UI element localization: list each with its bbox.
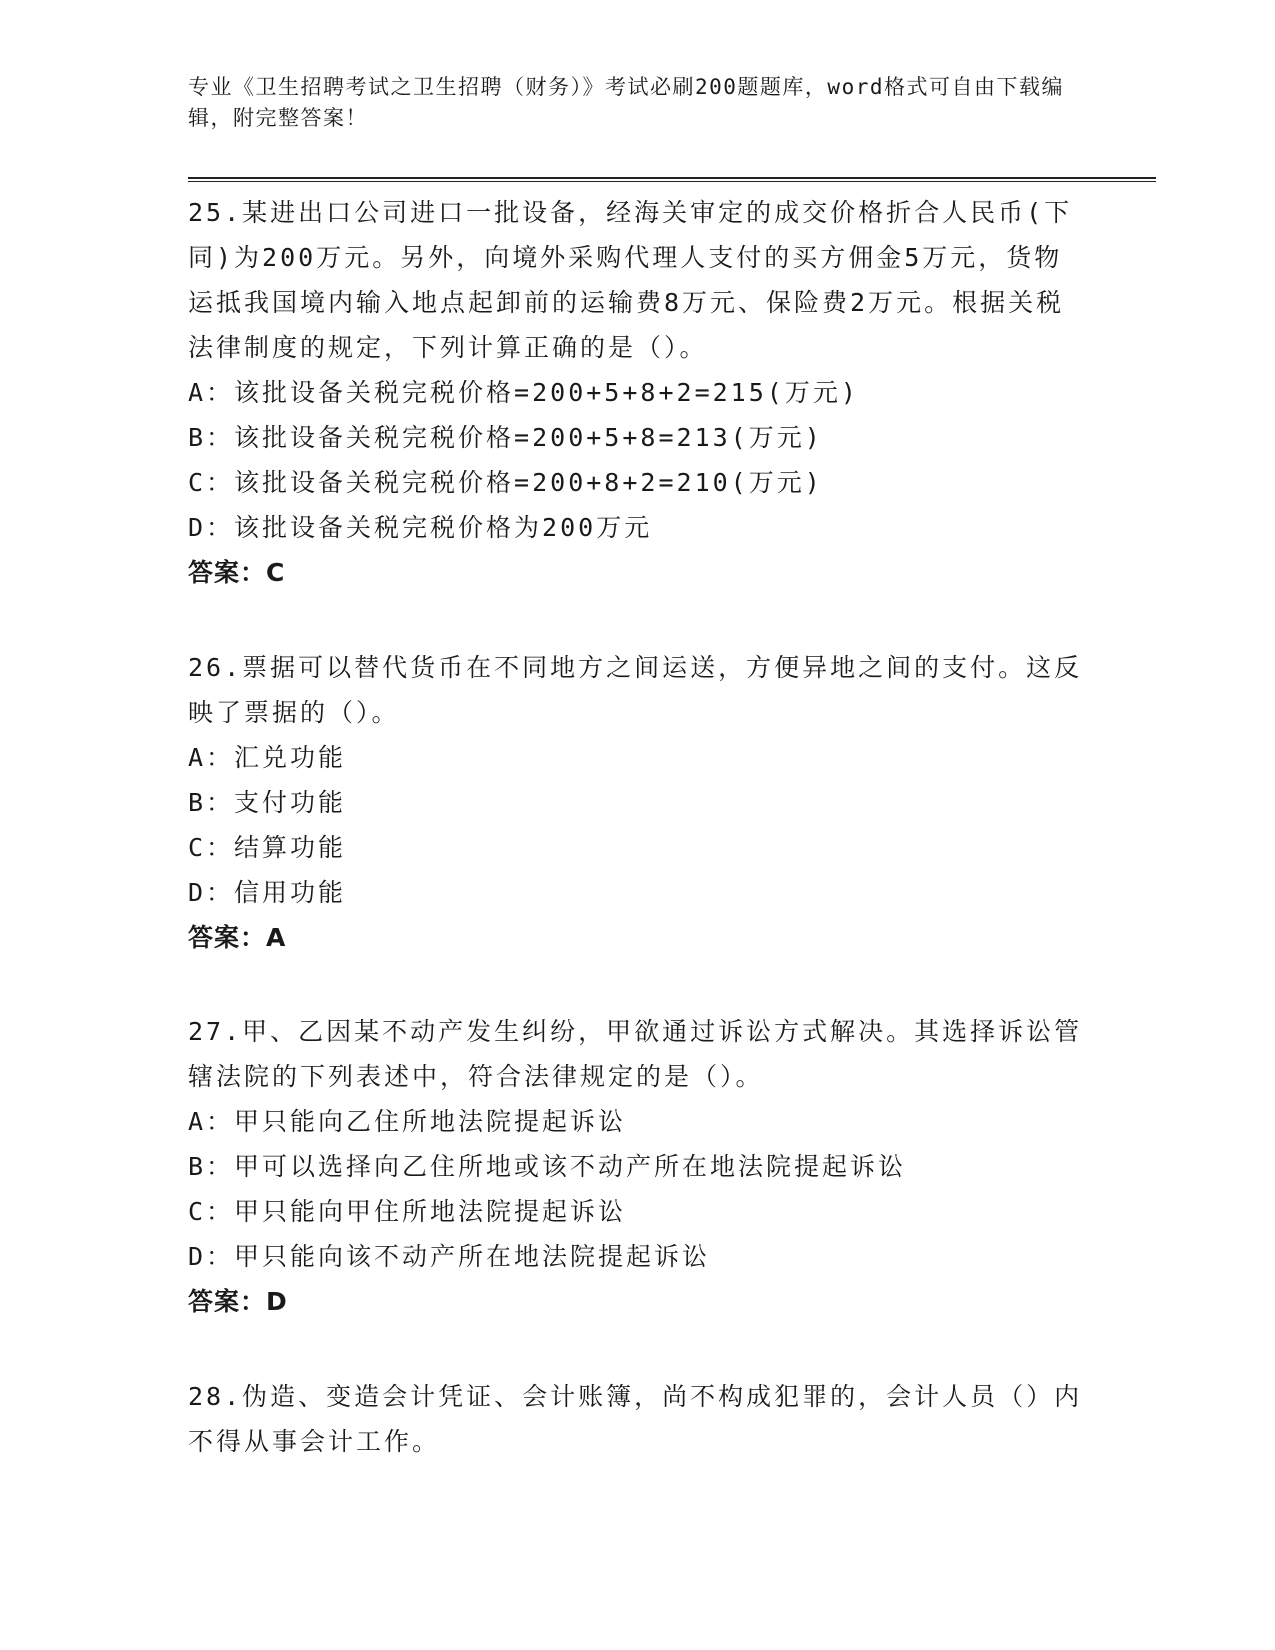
question-27 — [188, 1009, 1088, 1324]
question-stem: 28.伪造、变造会计凭证、会计账簿，尚不构成犯罪的，会计人员（）内不得从事会计工作。 — [188, 1382, 1083, 1456]
option-a: A：汇兑功能 — [188, 743, 347, 772]
option-c: C：甲只能向甲住所地法院提起诉讼 — [188, 1197, 627, 1226]
option-d: D：信用功能 — [188, 878, 347, 907]
option-c: C：结算功能 — [188, 833, 347, 862]
document-header: 专业《卫生招聘考试之卫生招聘（财务）》考试必刷200题题库，word格式可自由下载编辑，附完整答案！ — [188, 75, 1064, 130]
question-26 — [188, 645, 1088, 960]
option-b: B：该批设备关税完税价格=200+5+8=213(万元) — [188, 423, 823, 452]
option-d: D：甲只能向该不动产所在地法院提起诉讼 — [188, 1242, 711, 1271]
option-c: C：该批设备关税完税价格=200+8+2=210(万元) — [188, 468, 823, 497]
answer-line: 答案：D — [188, 1287, 288, 1316]
question-25 — [188, 190, 1088, 595]
question-stem: 25.某进出口公司进口一批设备，经海关审定的成交价格折合人民币(下同)为200万元。另外，向境外采购代理人支付的买方佣金5万元，货物运抵我国境内输入地点起卸前的运输费8万元、保险费2万元。根据关税法律制度的规定，下列计算正确的是（）。 — [188, 198, 1073, 362]
question-stem: 26.票据可以替代货币在不同地方之间运送，方便异地之间的支付。这反映了票据的（）。 — [188, 653, 1083, 727]
question-28 — [188, 1374, 1088, 1464]
option-b: B：甲可以选择向乙住所地或该不动产所在地法院提起诉讼 — [188, 1152, 907, 1181]
answer-line: 答案：C — [188, 558, 286, 587]
option-d: D：该批设备关税完税价格为200万元 — [188, 513, 653, 542]
option-b: B：支付功能 — [188, 788, 347, 817]
option-a: A：甲只能向乙住所地法院提起诉讼 — [188, 1107, 627, 1136]
option-a: A：该批设备关税完税价格=200+5+8+2=215(万元) — [188, 378, 859, 407]
answer-line: 答案：A — [188, 923, 287, 952]
header-divider — [188, 177, 1156, 182]
question-stem: 27.甲、乙因某不动产发生纠纷，甲欲通过诉讼方式解决。其选择诉讼管辖法院的下列表述中，符合法律规定的是（）。 — [188, 1017, 1083, 1091]
